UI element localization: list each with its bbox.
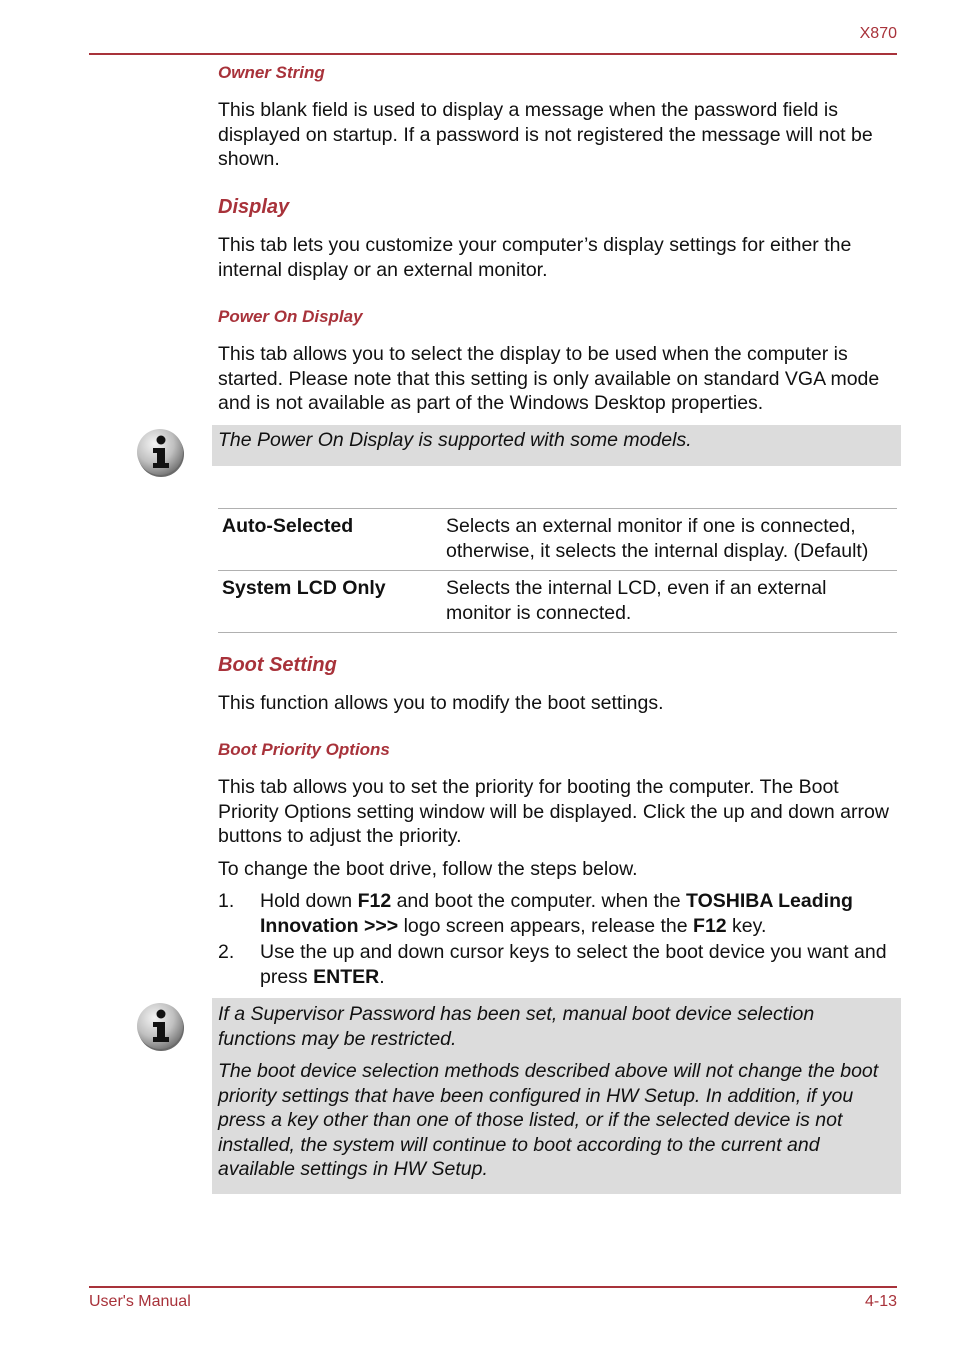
power-on-display-heading: Power On Display	[218, 307, 363, 326]
boot-step-2	[218, 940, 898, 989]
boot-note-text-1: If a Supervisor Password has been set, manual boot device selection functions may be restricted.	[218, 1003, 815, 1050]
step-number: 2.	[218, 941, 235, 963]
boot-note	[212, 998, 901, 1194]
boot-setting-text: This function allows you to modify the boot settings.	[218, 692, 664, 714]
table-term: System LCD Only	[218, 571, 442, 633]
boot-steps-intro: To change the boot drive, follow the steps below.	[218, 858, 638, 880]
power-on-display-text: This tab allows you to select the display to be used when the computer is started. Please note that this setting is only available on standard VGA mode and is not available as part of the Windows Desktop properties.	[218, 343, 880, 414]
owner-string-text: This blank field is used to display a message when the password field is displayed on startup. If a password is not registered the message will not be shown.	[218, 99, 873, 170]
boot-note-text-2: The boot device selection methods described above will not change the boot priority settings that have been configured in HW Setup. In addition, if you press a key other than one of those listed, or if the selected device is not installed, the system will continue to boot according to the current and available settings in HW Setup.	[218, 1060, 879, 1180]
table-desc: Selects an external monitor if one is connected, otherwise, it selects the internal display. (Default)	[442, 509, 897, 571]
footer-rule	[89, 1286, 897, 1288]
step-body: Use the up and down cursor keys to select the boot device you want and press ENTER.	[260, 941, 887, 988]
info-icon	[136, 428, 186, 478]
header-rule	[89, 53, 897, 55]
table-row	[218, 571, 897, 633]
boot-step-1	[218, 889, 898, 938]
header-model: X870	[859, 25, 897, 42]
table-desc: Selects the internal LCD, even if an external monitor is connected.	[442, 571, 897, 633]
table-term: Auto-Selected	[218, 509, 442, 571]
display-text: This tab lets you customize your computer’s display settings for either the internal display or an external monitor.	[218, 234, 852, 281]
power-on-display-note-text: The Power On Display is supported with some models.	[218, 429, 692, 451]
info-icon	[136, 1002, 186, 1052]
footer-manual: User's Manual	[89, 1293, 191, 1310]
footer-page-number: 4-13	[864, 1293, 897, 1310]
power-on-display-table	[218, 508, 897, 633]
step-body: Hold down F12 and boot the computer. when the TOSHIBA Leading Innovation >>> logo screen appears, release the F12 key.	[260, 890, 853, 937]
boot-priority-text: This tab allows you to set the priority for booting the computer. The Boot Priority Options setting window will be displayed. Click the up and down arrow buttons to adjust the priority.	[218, 776, 889, 847]
owner-string-heading: Owner String	[218, 63, 325, 82]
boot-priority-heading: Boot Priority Options	[218, 740, 390, 759]
power-on-display-note	[212, 425, 901, 466]
display-heading: Display	[218, 196, 290, 218]
table-row	[218, 509, 897, 571]
boot-setting-heading: Boot Setting	[218, 654, 337, 676]
step-number: 1.	[218, 890, 235, 912]
